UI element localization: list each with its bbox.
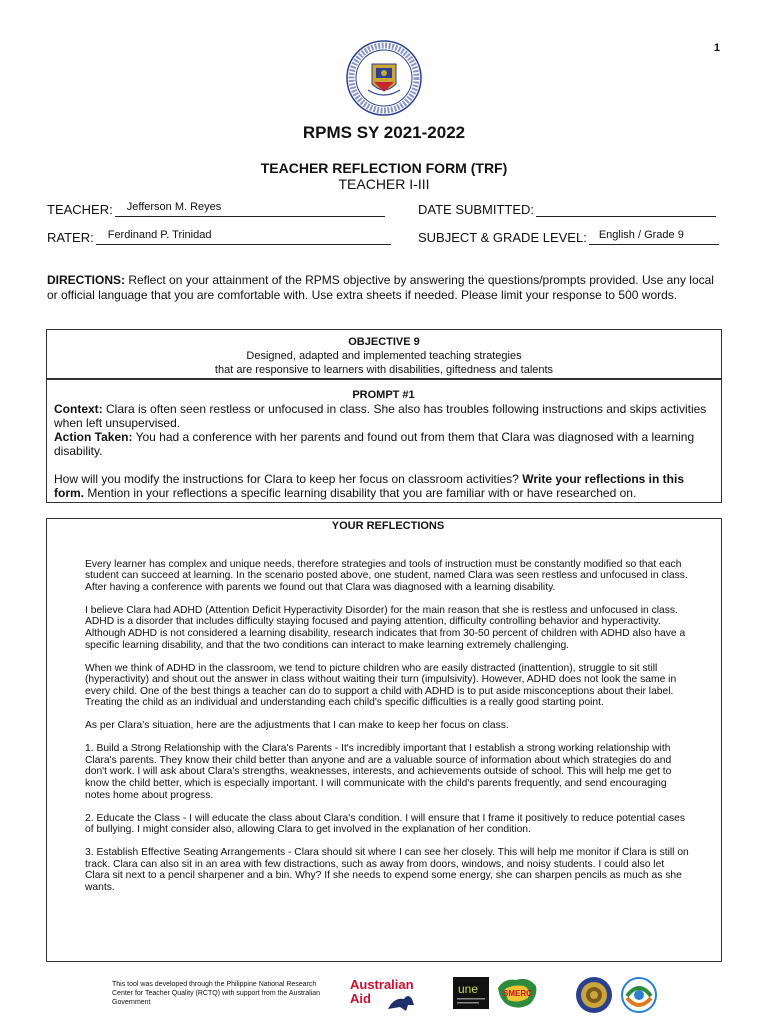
prompt-heading: PROMPT #1 <box>352 389 415 401</box>
reflection-paragraph: As per Clara's situation, here are the adjustments that I can make to keep her focus on class. <box>85 720 509 732</box>
objective-line-2: that are responsive to learners with disabilities, giftedness and talents <box>214 364 554 376</box>
date-submitted-label: DATE SUBMITTED: <box>418 202 535 217</box>
reflection-paragraph: 2. Educate the Class - I will educate the class about Clara's condition. I will ensure that I frame it positively to reduce potential cases of bullying. I might consider also, allowing Clara to get involved in the explanation of her condition. <box>85 812 686 836</box>
directions-text: Reflect on your attainment of the RPMS objective by answering the questions/prompts provided. Use any local or official language that you are comfortable with. Use extra sheets if needed. Please limit your response to 500 words. <box>47 273 714 302</box>
aid-line-2: Aid <box>350 991 371 1006</box>
teacher-field[interactable] <box>47 202 385 217</box>
rater-input-line[interactable] <box>96 230 391 245</box>
form-subtitle: TEACHER I-III <box>338 176 430 192</box>
footer-credit: This tool was developed through the Philippine National Research Center for Teacher Quality (RCTQ) with support from the Australian Government <box>112 981 321 1006</box>
document-title: RPMS SY 2021-2022 <box>302 123 466 142</box>
objective-box <box>46 329 722 379</box>
form-title: TEACHER REFLECTION FORM (TRF) <box>260 160 508 176</box>
une-logo <box>453 977 489 1009</box>
rater-value: Ferdinand P. Trinidad <box>107 229 212 241</box>
directions-label: DIRECTIONS: <box>47 273 125 287</box>
prompt-question <box>54 472 713 500</box>
prompt-box <box>46 379 722 503</box>
reflection-paragraph: 3. Establish Effective Seating Arrangements - Clara should sit where I can see her closely. This will help me monitor if Clara is still on track. Clara can also sit in an area with few distractions, such as away from doors, windows, and noisy students. I could also let Clara sit next to a pencil sharpener and a bin. Why? If she needs to expend some energy, she can sharpen pencils as much as she wants. <box>85 847 689 893</box>
teacher-label: TEACHER: <box>47 202 113 217</box>
reflections-heading: YOUR REFLECTIONS <box>331 520 445 532</box>
reflection-paragraph: I believe Clara had ADHD (Attention Deficit Hyperactivity Disorder) for the main reason that she is restless and unfocused in class. ADHD is a disorder that includes difficulty staying focused and paying attention, difficulty controlling behavior and hyperactivity. Although ADHD is not considered a learning disability, research indicates that from 30-50 percent of children with ADHD also have a specific learning disability, and that the two conditions can interact to make learning extremely challenging. <box>85 604 686 651</box>
context-text: Clara is often seen restless or unfocused in class. She also has troubles following instructions and skips activities when left unsupervised. <box>54 402 707 430</box>
rater-label: RATER: <box>47 230 94 245</box>
une-text: une <box>458 982 479 996</box>
action-label: Action Taken: <box>54 430 133 444</box>
deped-seal-logo <box>346 40 422 116</box>
rctq-seal-logo <box>575 976 613 1014</box>
partner-logo <box>619 976 659 1014</box>
reflections-box[interactable] <box>46 518 722 962</box>
context-label: Context: <box>54 402 103 416</box>
aid-line-1: Australian <box>350 977 414 992</box>
directions <box>47 273 722 303</box>
page-number: 1 <box>713 42 720 54</box>
subject-grade-field[interactable] <box>418 230 719 245</box>
australian-aid-logo <box>348 975 426 1015</box>
subject-grade-input-line[interactable] <box>589 230 719 245</box>
teacher-input-line[interactable] <box>115 202 385 217</box>
reflection-paragraph: Every learner has complex and unique needs, therefore strategies and tools of instruction must be constantly modified so that each student can succeed at learning. In the scenario posted above, one student, named Clara was seen restless and unfocused in class. After having a conference with parents we found out that Clara was diagnosed with a learning disability. <box>85 558 688 593</box>
prompt-context <box>54 402 713 430</box>
reflection-paragraph: When we think of ADHD in the classroom, we tend to picture children who are easily distracted (inattention), struggle to sit still (hyperactivity) and shout out the answer in class without waiting their turn (impulsivity). However, ADHD does not look the same in every child. One of the best things a teacher can do to support a child with ADHD is to put aside misconceptions about their label. Treating the child as an individual and understanding each child's specific difficulties is a really good starting point. <box>85 662 677 709</box>
date-submitted-input-line[interactable] <box>536 202 716 217</box>
prompt-action <box>54 430 713 458</box>
objective-line-1: Designed, adapted and implemented teaching strategies <box>246 350 522 362</box>
question-text: How will you modify the instructions for Clara to keep her focus on classroom activities? <box>54 472 523 486</box>
subject-grade-value: English / Grade 9 <box>598 229 684 241</box>
subject-grade-label: SUBJECT & GRADE LEVEL: <box>418 230 587 245</box>
reflection-paragraph: 1. Build a Strong Relationship with the Clara's Parents - It's incredibly important that I establish a strong working relationship with Clara's parents. They know their child better than anyone and are a valuable source of information about which strategies do and don't work. I will ask about Clara's strengths, weaknesses, interests, and achievements outside of school. This will help me get to know the child better, which is especially important. I will communicate with the child's parents frequently, and send encouraging notes home about progress. <box>85 743 672 801</box>
question-bold: Write your reflections in this form. <box>54 472 685 500</box>
date-submitted-field[interactable] <box>418 202 716 217</box>
teacher-value: Jefferson M. Reyes <box>126 201 222 213</box>
objective-heading: OBJECTIVE 9 <box>348 336 420 348</box>
smerc-logo <box>494 974 540 1012</box>
question-tail: Mention in your reflections a specific learning disability that you are familiar with or have researched on. <box>84 486 637 500</box>
smerc-text: SMERC <box>503 989 532 998</box>
rater-field[interactable] <box>47 230 391 245</box>
action-text: You had a conference with her parents and found out from them that Clara was diagnosed with a learning disability. <box>54 430 695 458</box>
